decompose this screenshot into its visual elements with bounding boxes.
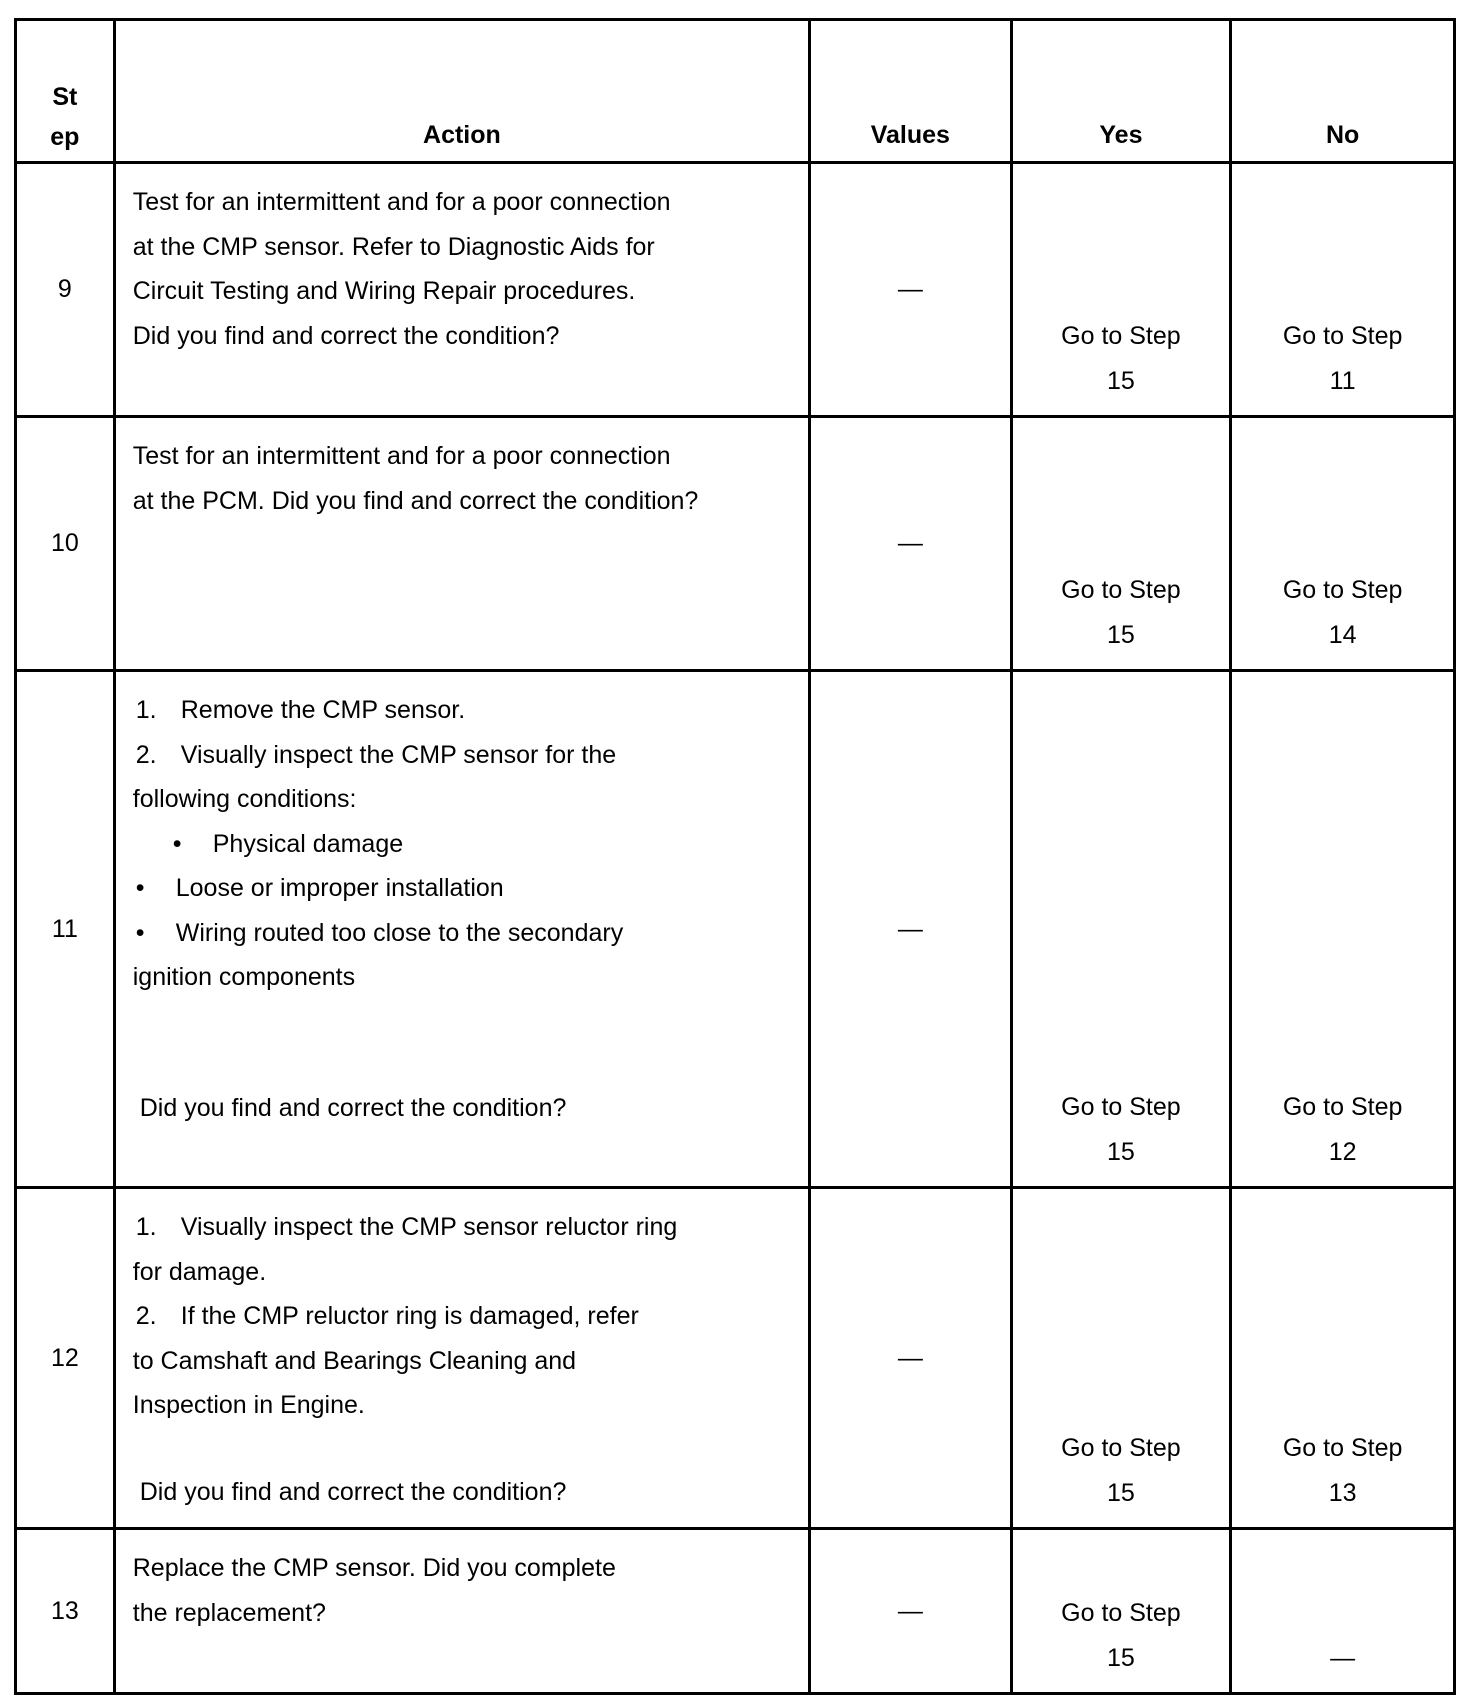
action-line bbox=[133, 1294, 808, 1339]
no-goto-label: Go to Step bbox=[1282, 1093, 1403, 1121]
action-line: the replacement? bbox=[132, 1598, 326, 1627]
yes-cell bbox=[1011, 163, 1231, 417]
action-line: Circuit Testing and Wiring Repair procedures. bbox=[132, 277, 636, 305]
action-line bbox=[133, 911, 808, 956]
action-cell bbox=[114, 163, 809, 417]
step-number: 10 bbox=[16, 417, 115, 671]
action-question: Did you find and correct the condition? bbox=[139, 1093, 567, 1122]
table-row bbox=[16, 1188, 1455, 1529]
yes-goto-step: 15 bbox=[1107, 1478, 1135, 1507]
yes-cell bbox=[1011, 1188, 1231, 1529]
no-cell: — bbox=[1231, 1529, 1455, 1694]
step-number: 13 bbox=[16, 1529, 115, 1694]
list-number: 2. bbox=[135, 740, 157, 769]
action-line: Test for an intermittent and for a poor connection bbox=[132, 442, 671, 470]
header-no: No bbox=[1231, 20, 1455, 163]
diagnostic-table bbox=[14, 18, 1456, 1695]
action-line bbox=[133, 1205, 808, 1250]
header-values: Values bbox=[810, 20, 1012, 163]
values-cell: — bbox=[810, 417, 1012, 671]
no-cell bbox=[1231, 163, 1455, 417]
no-goto-label: Go to Step bbox=[1282, 576, 1403, 604]
no-goto-label: Go to Step bbox=[1282, 322, 1403, 350]
no-cell bbox=[1231, 417, 1455, 671]
header-yes: Yes bbox=[1011, 20, 1231, 163]
list-text: Visually inspect the CMP sensor reluctor ring bbox=[180, 1213, 678, 1241]
values-cell: — bbox=[810, 1188, 1012, 1529]
yes-goto-label: Go to Step bbox=[1061, 1093, 1181, 1121]
list-number: 1. bbox=[135, 1213, 157, 1241]
no-cell bbox=[1231, 671, 1455, 1188]
list-number: 2. bbox=[135, 1302, 157, 1330]
yes-goto-step: 15 bbox=[1107, 1643, 1135, 1672]
action-line bbox=[133, 733, 808, 778]
list-text: If the CMP reluctor ring is damaged, refer bbox=[180, 1302, 639, 1330]
action-line: to Camshaft and Bearings Cleaning and bbox=[132, 1346, 577, 1375]
action-cell bbox=[114, 417, 809, 671]
action-line: ignition components bbox=[132, 963, 356, 991]
bullet-text: Wiring routed too close to the secondary bbox=[175, 918, 624, 947]
no-cell bbox=[1231, 1188, 1455, 1529]
no-goto-step: 13 bbox=[1328, 1478, 1357, 1507]
table-row bbox=[16, 163, 1455, 417]
header-step bbox=[16, 20, 115, 163]
header-step-line2: ep bbox=[50, 123, 80, 151]
step-number: 9 bbox=[16, 163, 115, 417]
yes-cell bbox=[1011, 671, 1231, 1188]
yes-goto-label: Go to Step bbox=[1061, 1434, 1181, 1462]
step-number: 11 bbox=[16, 671, 115, 1188]
action-line: at the CMP sensor. Refer to Diagnostic Aids for bbox=[132, 232, 655, 261]
yes-cell bbox=[1011, 1529, 1231, 1694]
action-cell bbox=[114, 1188, 809, 1529]
no-goto-step: 12 bbox=[1328, 1137, 1357, 1166]
no-goto-step: 11 bbox=[1329, 366, 1356, 395]
bullet: • bbox=[135, 918, 145, 947]
no-goto-step: 14 bbox=[1328, 620, 1357, 649]
no-goto-label: Go to Step bbox=[1282, 1434, 1403, 1462]
yes-goto-step: 15 bbox=[1107, 366, 1135, 395]
table-row bbox=[16, 671, 1455, 1188]
action-line: Replace the CMP sensor. Did you complete bbox=[132, 1554, 616, 1582]
header-step-line1: St bbox=[52, 83, 78, 111]
list-text: Visually inspect the CMP sensor for the bbox=[180, 740, 617, 769]
values-cell: — bbox=[810, 163, 1012, 417]
action-line: for damage. bbox=[132, 1257, 267, 1286]
table-row bbox=[16, 1529, 1455, 1694]
bullet: • bbox=[135, 874, 145, 902]
action-cell bbox=[114, 671, 809, 1188]
step-number: 12 bbox=[16, 1188, 115, 1529]
table-row bbox=[16, 417, 1455, 671]
yes-cell bbox=[1011, 417, 1231, 671]
action-line: following conditions: bbox=[132, 785, 357, 813]
yes-goto-step: 15 bbox=[1107, 620, 1135, 649]
yes-goto-label: Go to Step bbox=[1061, 1599, 1181, 1627]
yes-goto-step: 15 bbox=[1107, 1137, 1135, 1166]
list-text: Remove the CMP sensor. bbox=[180, 696, 466, 724]
table-header-row bbox=[16, 20, 1455, 163]
header-action: Action bbox=[114, 20, 809, 163]
action-cell bbox=[114, 1529, 809, 1694]
bullet: • bbox=[172, 829, 182, 858]
yes-goto-label: Go to Step bbox=[1061, 576, 1181, 604]
list-number: 1. bbox=[135, 696, 157, 724]
action-line bbox=[133, 866, 808, 911]
action-line: Did you find and correct the condition? bbox=[132, 321, 560, 350]
action-line: Test for an intermittent and for a poor connection bbox=[132, 188, 671, 216]
action-question: Did you find and correct the condition? bbox=[139, 1477, 567, 1506]
values-cell: — bbox=[810, 1529, 1012, 1694]
action-line bbox=[133, 688, 808, 733]
action-line bbox=[133, 822, 808, 867]
action-line: Inspection in Engine. bbox=[132, 1391, 365, 1419]
action-line: at the PCM. Did you find and correct the condition? bbox=[132, 486, 699, 515]
bullet-text: Physical damage bbox=[212, 829, 404, 858]
bullet-text: Loose or improper installation bbox=[175, 874, 504, 902]
values-cell: — bbox=[810, 671, 1012, 1188]
yes-goto-label: Go to Step bbox=[1061, 322, 1181, 350]
